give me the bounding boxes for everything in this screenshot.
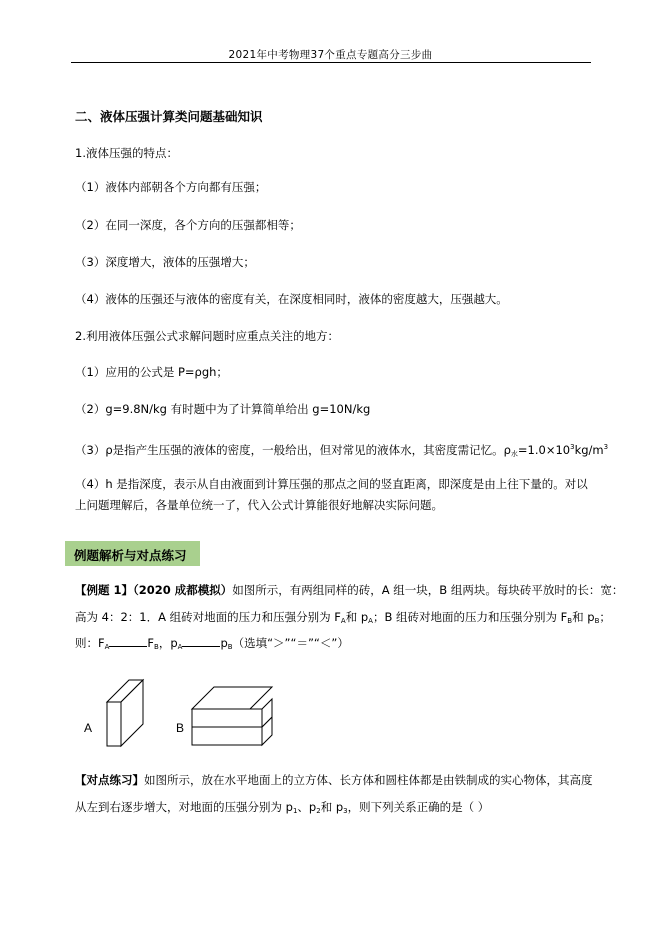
- brick-b-upper-front: [192, 709, 262, 727]
- part1-item-1: （1）液体内部朝各个方向都有压强；: [75, 180, 267, 194]
- answer-blank-p[interactable]: [182, 636, 220, 647]
- brick-b-top: [192, 687, 272, 709]
- examples-tag: 例题解析与对点练习: [65, 541, 200, 566]
- part2-heading: 2.利用液体压强公式求解问题时应重点关注的地方：: [75, 329, 339, 343]
- header-rule: [71, 62, 591, 63]
- part1-item-2: （2）在同一深度，各个方向的压强都相等；: [75, 218, 301, 232]
- answer-blank-F[interactable]: [109, 636, 147, 647]
- practice-line2: 从左到右逐步增大，对地面的压强分别为 $p_1$、$p_2$和 $p_3$，则下列关系正确的是（ ）: [75, 800, 490, 815]
- fig-label-a: A: [84, 721, 93, 735]
- part2-item-4: （4）h 是指深度，表示从自由液面到计算压强的那点之间的竖直距离，即深度是由上往下量的。对以上问题理解后，各量单位统一了，代入公式计算能很好地解决实际问题。: [75, 477, 588, 512]
- part2-item-3: （3）ρ是指产生压强的液体的密度，一般给出，但对常见的液体水，其密度需记忆。$\rho_水=1.0\times 10^3kg/m^3$: [75, 443, 609, 458]
- bricks-figure: [80, 672, 280, 752]
- part1-item-4: （4）液体的压强还与液体的密度有关，在深度相同时，液体的密度越大，压强越大。: [75, 292, 508, 306]
- part1-heading: 1.液体压强的特点：: [75, 146, 178, 160]
- part1-item-3: （3）深度增大，液体的压强增大；: [75, 255, 255, 269]
- page-header: 2021年中考物理37个重点专题高分三步曲: [228, 49, 433, 61]
- part2-item-2: （2）g=9.8N/kg 有时题中为了计算简单给出 g=10N/kg: [75, 402, 371, 416]
- brick-b-lower-front: [192, 727, 262, 745]
- example1-line2: 高为 4：2：1．A 组砖对地面的压力和压强分别为 $F_A$和 $p_A$；B 组砖对地面的压力和压强分别为 $F_B$和 $p_B$；: [75, 610, 611, 625]
- brick-a-front: [107, 702, 121, 746]
- example1-line1: 【例题 1】（2020 成都模拟）如图所示，有两组同样的砖，A 组一块，B 组两块。每块砖平放时的长：宽：: [75, 583, 624, 597]
- part2-item-1: （1）应用的公式是 P=ρgh；: [75, 365, 228, 379]
- practice-line1: 【对点练习】如图所示，放在水平地面上的立方体、长方体和圆柱体都是由铁制成的实心物体，其高度: [75, 773, 593, 787]
- example1-line3: 则：$F_A$ $F_B$，$p_A$ $p_B$（选填“＞”“＝”“＜”）: [75, 636, 349, 651]
- section-title: 二、液体压强计算类问题基础知识: [75, 109, 263, 124]
- fig-label-b: B: [176, 721, 185, 735]
